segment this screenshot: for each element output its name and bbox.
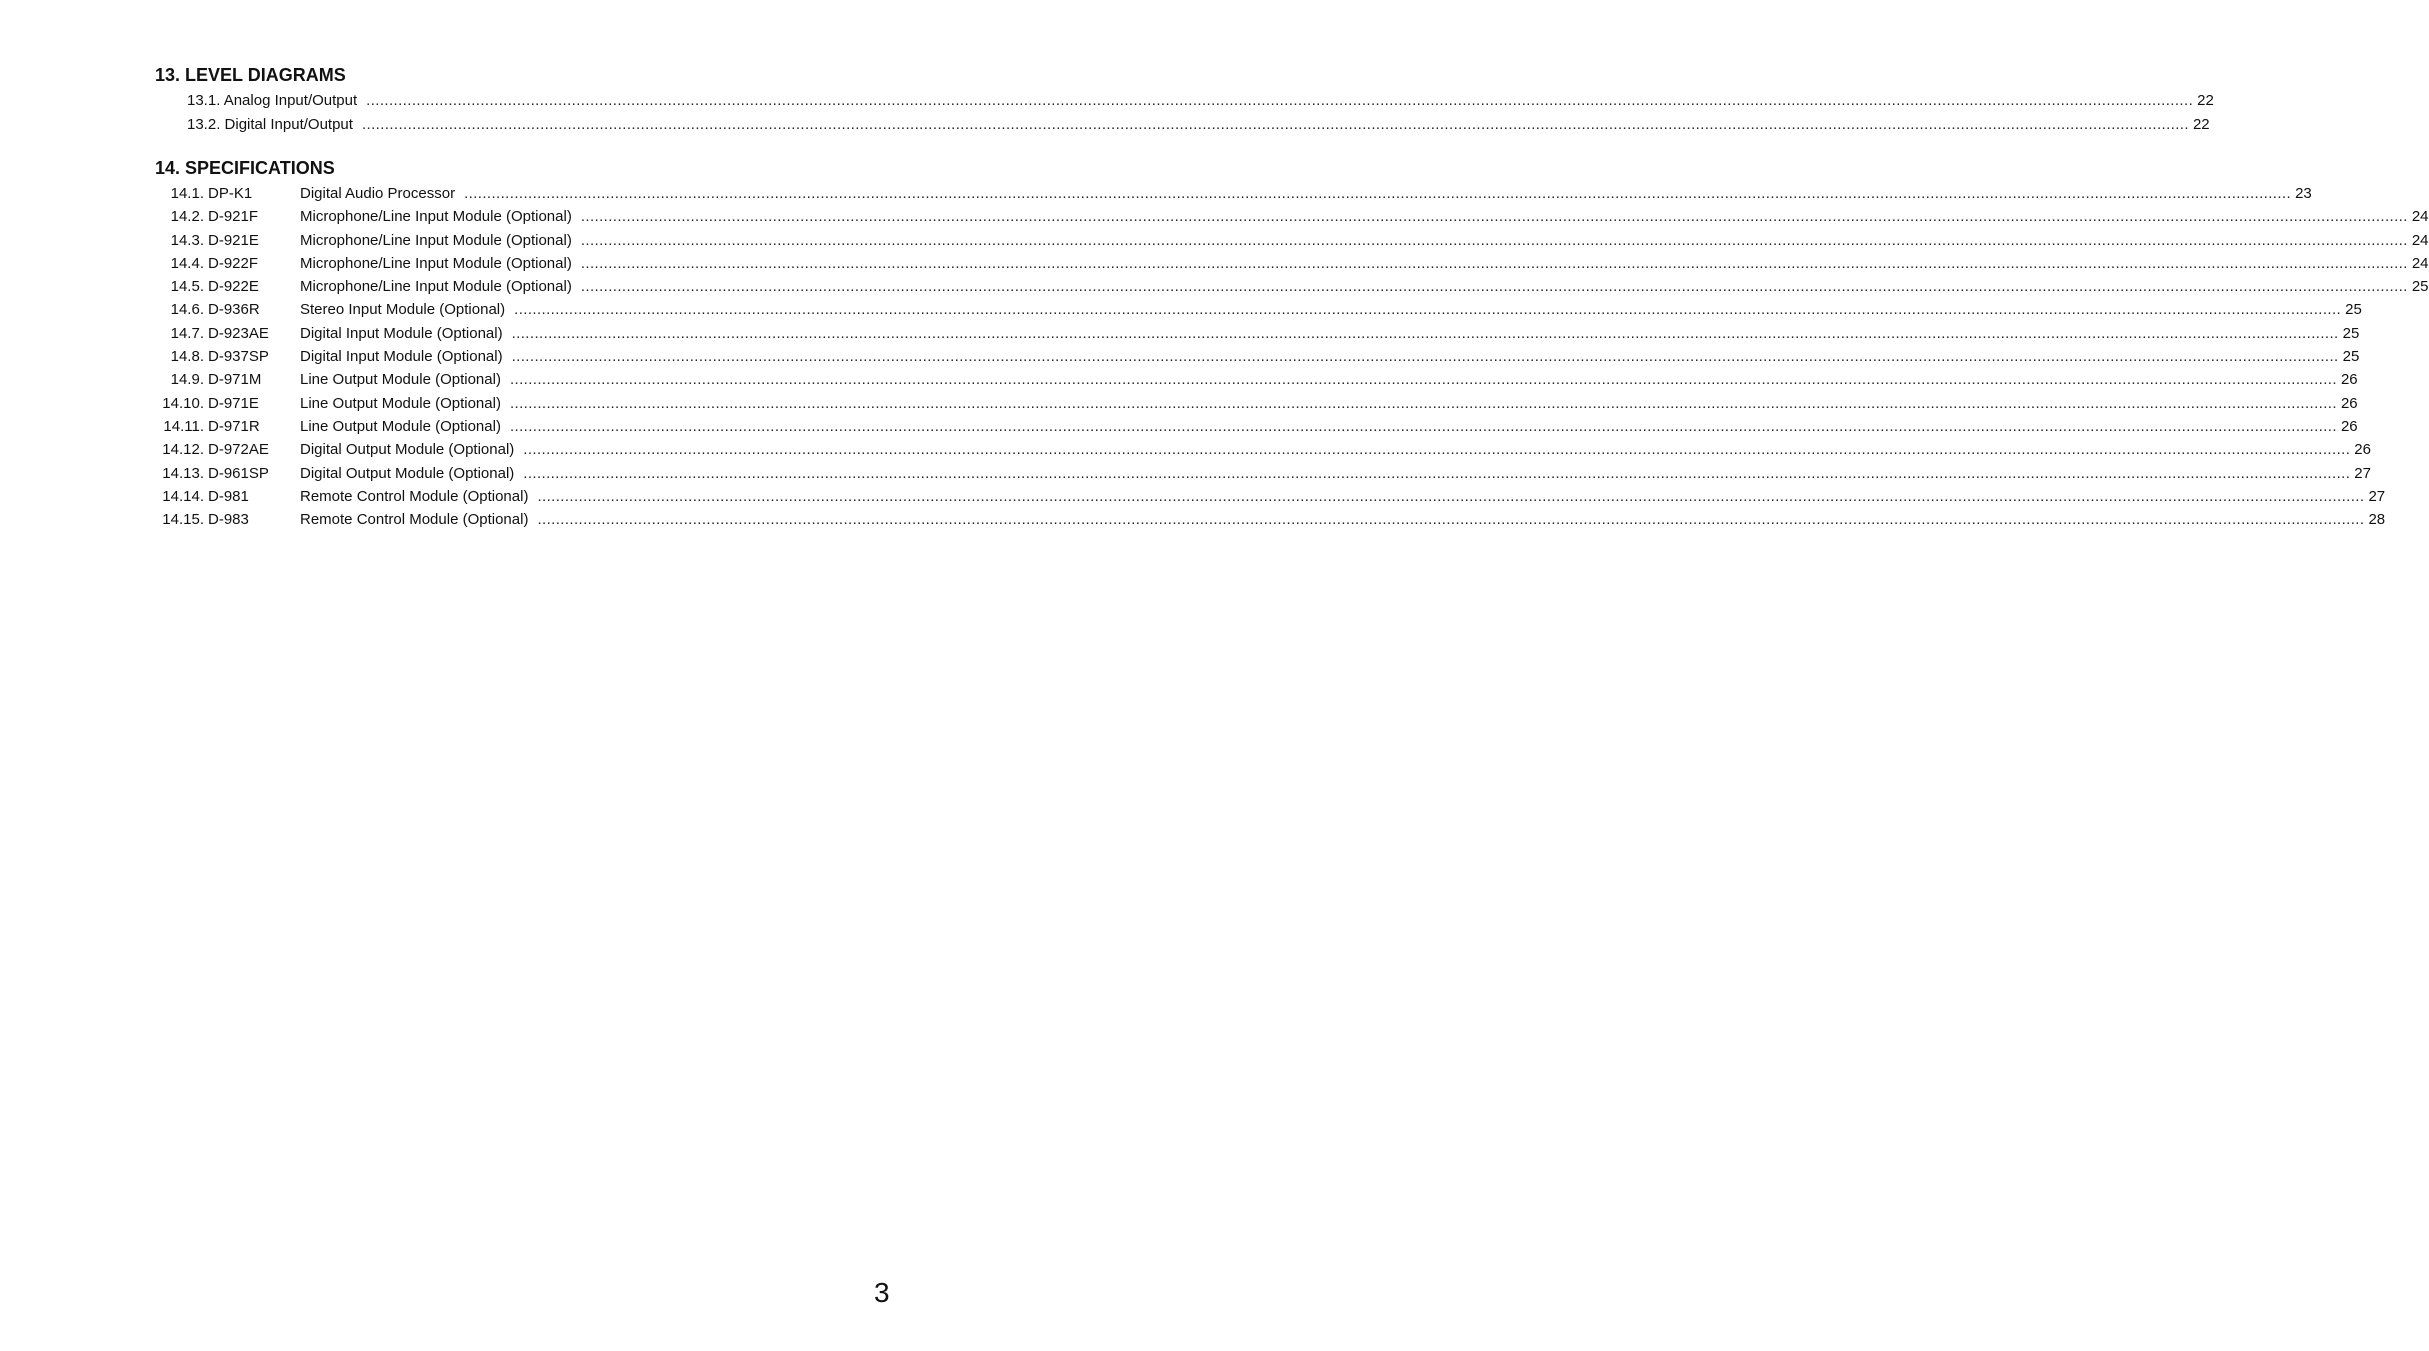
entry-title: Microphone/Line Input Module (Optional) <box>300 208 572 226</box>
entry-title: 13.1. Analog Input/Output <box>187 92 358 109</box>
toc-entry[interactable] <box>155 89 2214 113</box>
entry-number: 14.6. <box>170 301 204 319</box>
entry-page-number: 22 <box>2197 92 2214 109</box>
entry-number-group <box>155 345 300 368</box>
entry-number: 14.10. <box>162 394 204 412</box>
dot-leader: ................................................................................................................................................................................................................................................................................................................................................................................................................ <box>511 324 2339 342</box>
toc-entry[interactable] <box>155 392 2358 415</box>
toc-entry[interactable] <box>155 205 2429 228</box>
entry-number-group <box>155 322 300 345</box>
entry-page-number: 23 <box>2295 185 2312 202</box>
entry-number: 14.2. <box>170 208 204 226</box>
entry-model: D-936R <box>208 301 260 319</box>
entry-page-number: 26 <box>2340 417 2358 435</box>
entry-number-group <box>155 485 300 508</box>
entry-number-group <box>155 392 300 415</box>
toc-entry[interactable] <box>155 182 2312 205</box>
toc-section-level-diagrams <box>155 64 2214 136</box>
entry-title: Line Output Module (Optional) <box>300 394 501 412</box>
entry-model: D-981 <box>208 487 249 505</box>
dot-leader: ................................................................................................................................................................................................................................................................................................................................................................................................................ <box>509 394 2337 412</box>
entry-title: Microphone/Line Input Module (Optional) <box>300 231 572 249</box>
entry-page-number: 24 <box>2411 208 2429 226</box>
dot-leader: ................................................................................................................................................................................................................................................................................................................................................................................................................ <box>366 92 2194 109</box>
entry-title: Digital Input Module (Optional) <box>300 324 503 342</box>
entry-model: D-961SP <box>208 464 269 482</box>
dot-leader: ................................................................................................................................................................................................................................................................................................................................................................................................................ <box>514 301 2342 319</box>
entry-number-group <box>155 462 300 485</box>
entry-model: D-971M <box>208 371 262 389</box>
entry-model: DP-K1 <box>208 185 253 202</box>
toc-entry[interactable] <box>155 438 2371 461</box>
entry-title: Digital Output Module (Optional) <box>300 441 515 459</box>
entry-page-number: 28 <box>2368 511 2386 529</box>
toc-entry[interactable] <box>155 252 2429 275</box>
entry-model: D-971E <box>208 394 259 412</box>
entry-model: D-983 <box>208 511 249 529</box>
dot-leader: ................................................................................................................................................................................................................................................................................................................................................................................................................ <box>580 231 2408 249</box>
entry-number-group <box>155 229 300 252</box>
dot-leader: ................................................................................................................................................................................................................................................................................................................................................................................................................ <box>361 115 2189 133</box>
entry-model: D-922F <box>208 254 259 272</box>
toc-entry[interactable] <box>155 229 2429 252</box>
entry-number-group <box>155 205 300 228</box>
dot-leader: ................................................................................................................................................................................................................................................................................................................................................................................................................ <box>537 487 2365 505</box>
entry-number-group <box>155 415 300 438</box>
dot-leader: ................................................................................................................................................................................................................................................................................................................................................................................................................ <box>537 511 2365 529</box>
entry-title: Digital Audio Processor <box>300 185 456 202</box>
entry-number: 14.4. <box>170 254 204 272</box>
entry-number-group <box>155 508 300 531</box>
entry-number-group <box>155 275 300 298</box>
dot-leader: ................................................................................................................................................................................................................................................................................................................................................................................................................ <box>464 185 2292 202</box>
entry-title: Remote Control Module (Optional) <box>300 511 529 529</box>
entry-number-group <box>155 252 300 275</box>
entry-page-number: 27 <box>2354 464 2371 482</box>
dot-leader: ................................................................................................................................................................................................................................................................................................................................................................................................................ <box>580 208 2408 226</box>
toc-list <box>155 89 2214 136</box>
dot-leader: ................................................................................................................................................................................................................................................................................................................................................................................................................ <box>509 417 2337 435</box>
entry-number: 14.9. <box>170 371 204 389</box>
entry-title: Digital Output Module (Optional) <box>300 464 515 482</box>
dot-leader: ................................................................................................................................................................................................................................................................................................................................................................................................................ <box>523 464 2351 482</box>
entry-title: Digital Input Module (Optional) <box>300 348 503 366</box>
entry-page-number: 26 <box>2340 394 2358 412</box>
toc-entry[interactable] <box>155 485 2386 508</box>
entry-number-group <box>155 298 300 321</box>
entry-page-number: 25 <box>2411 278 2429 296</box>
toc-entry[interactable] <box>155 415 2358 438</box>
dot-leader: ................................................................................................................................................................................................................................................................................................................................................................................................................ <box>523 441 2351 459</box>
entry-page-number: 27 <box>2368 487 2386 505</box>
entry-title: Microphone/Line Input Module (Optional) <box>300 278 572 296</box>
toc-entry[interactable] <box>155 275 2429 298</box>
dot-leader: ................................................................................................................................................................................................................................................................................................................................................................................................................ <box>511 348 2339 366</box>
entry-number-group <box>155 368 300 391</box>
entry-page-number: 24 <box>2411 231 2429 249</box>
entry-number: 14.12. <box>162 441 204 459</box>
section-title: 13. LEVEL DIAGRAMS <box>155 65 346 85</box>
entry-number: 14.14. <box>162 487 204 505</box>
dot-leader: ................................................................................................................................................................................................................................................................................................................................................................................................................ <box>580 254 2408 272</box>
entry-model: D-937SP <box>208 348 269 366</box>
entry-number: 14.5. <box>170 278 204 296</box>
entry-number-group <box>155 438 300 461</box>
entry-page-number: 22 <box>2192 115 2210 133</box>
toc-entry[interactable] <box>155 345 2360 368</box>
entry-title: 13.2. Digital Input/Output <box>187 115 353 133</box>
entry-model: D-971R <box>208 417 260 435</box>
toc-entry[interactable] <box>155 298 2362 321</box>
entry-title: Microphone/Line Input Module (Optional) <box>300 254 572 272</box>
dot-leader: ................................................................................................................................................................................................................................................................................................................................................................................................................ <box>509 371 2337 389</box>
entry-page-number: 26 <box>2354 441 2371 459</box>
entry-page-number: 25 <box>2345 301 2362 319</box>
entry-number: 14.8. <box>170 348 204 366</box>
entry-title: Line Output Module (Optional) <box>300 417 501 435</box>
entry-page-number: 26 <box>2340 371 2358 389</box>
toc-section-specifications <box>155 157 2429 531</box>
entry-title: Remote Control Module (Optional) <box>300 487 529 505</box>
section-title: 14. SPECIFICATIONS <box>155 158 335 178</box>
entry-page-number: 25 <box>2342 348 2360 366</box>
toc-entry[interactable] <box>155 462 2371 485</box>
entry-model: D-922E <box>208 278 259 296</box>
dot-leader: ................................................................................................................................................................................................................................................................................................................................................................................................................ <box>580 278 2408 296</box>
toc-entry[interactable] <box>155 368 2358 391</box>
entry-number: 14.15. <box>162 511 204 529</box>
toc-list <box>155 182 2429 531</box>
toc-entry[interactable] <box>155 322 2360 345</box>
entry-title: Stereo Input Module (Optional) <box>300 301 506 319</box>
toc-entry[interactable] <box>155 508 2386 531</box>
entry-page-number: 25 <box>2342 324 2360 342</box>
entry-number: 14.13. <box>162 464 204 482</box>
entry-model: D-921E <box>208 231 259 249</box>
entry-number: 14.7. <box>170 324 204 342</box>
entry-title: Line Output Module (Optional) <box>300 371 501 389</box>
toc-entry[interactable] <box>155 113 2210 137</box>
entry-page-number: 24 <box>2411 254 2429 272</box>
entry-model: D-921F <box>208 208 259 226</box>
entry-number: 14.3. <box>170 231 204 249</box>
entry-number: 14.11. <box>163 417 204 435</box>
page-number: 3 <box>874 1277 890 1308</box>
entry-model: D-972AE <box>208 441 269 459</box>
entry-number-group <box>155 182 300 205</box>
entry-model: D-923AE <box>208 324 269 342</box>
entry-number: 14.1. <box>170 185 204 202</box>
